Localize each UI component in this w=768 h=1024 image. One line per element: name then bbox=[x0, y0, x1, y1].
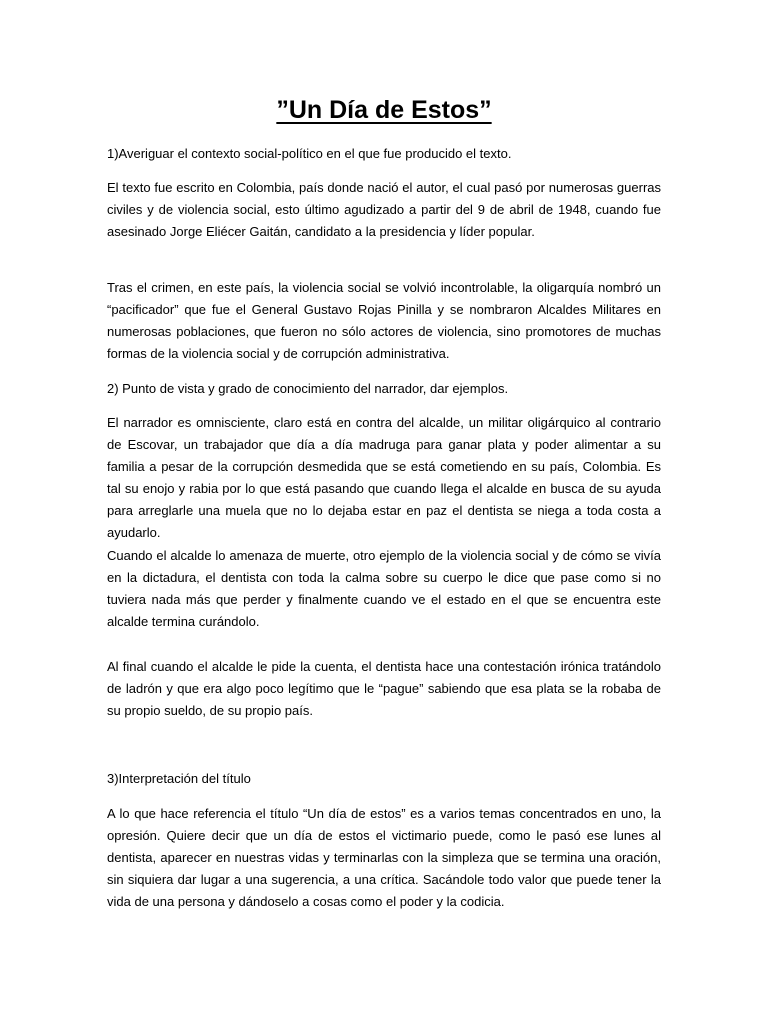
section-1-paragraph-2: Tras el crimen, en este país, la violencia social se volvió incontrolable, la oligarquía nombró un “pacificador” que fue el General Gustavo Rojas Pinilla y se nombraron Alcaldes Militares en numerosas poblaciones, que fueron no sólo actores de violencia, sino promotores de muchas formas de la violencia social y de corrupción administrativa. bbox=[107, 280, 661, 361]
section-1-paragraph-1: El texto fue escrito en Colombia, país donde nació el autor, el cual pasó por numerosas guerras civiles y de violencia social, esto último agudizado a partir del 9 de abril de 1948, cuando fue asesinado Jorge Eliécer Gaitán, candidato a la presidencia y líder popular. bbox=[107, 180, 661, 239]
section-3-heading: 3)Interpretación del título bbox=[107, 771, 251, 786]
section-2-paragraph-1: El narrador es omnisciente, claro está en contra del alcalde, un militar oligárquico al contrario de Escovar, un trabajador que día a día madruga para ganar plata y poder alimentar a su familia a pesar de la corrupción desmedida que se está cometiendo en su país, Colombia. Es tal su enojo y rabia por lo que está pasando que cuando llega el alcalde en busca de su ayuda para arreglarle una muela que no lo dejaba estar en paz el dentista se niega a toda costa a ayudarlo. bbox=[107, 415, 661, 540]
section-2-heading: 2) Punto de vista y grado de conocimiento del narrador, dar ejemplos. bbox=[107, 381, 509, 396]
section-2-paragraph-2: Cuando el alcalde lo amenaza de muerte, otro ejemplo de la violencia social y de cómo se vivía en la dictadura, el dentista con toda la calma sobre su cuerpo le dice que pase como si no tuviera nada más que perder y finalmente cuando ve el estado en el que se encuentra este alcalde termina curándolo. bbox=[107, 548, 661, 629]
section-3-paragraph-1: A lo que hace referencia el título “Un día de estos” es a varios temas concentrados en uno, la opresión. Quiere decir que un día de estos el victimario puede, como le pasó ese lunes al dentista, aparecer en nuestras vidas y terminarlas con la simpleza que se termina una oración, sin siquiera dar lugar a una sugerencia, a una crítica. Sacándole todo valor que puede tener la vida de una persona y dándoselo a cosas como el poder y la codicia. bbox=[107, 806, 661, 909]
document-title: ”Un Día de Estos” bbox=[276, 96, 492, 124]
section-2-paragraph-3: Al final cuando el alcalde le pide la cuenta, el dentista hace una contestación irónica tratándolo de ladrón y que era algo poco legítimo que le “pague” sabiendo que esa plata se la robaba de su propio sueldo, de su propio país. bbox=[107, 659, 661, 718]
section-1-heading: 1)Averiguar el contexto social-político en el que fue producido el texto. bbox=[107, 146, 512, 161]
